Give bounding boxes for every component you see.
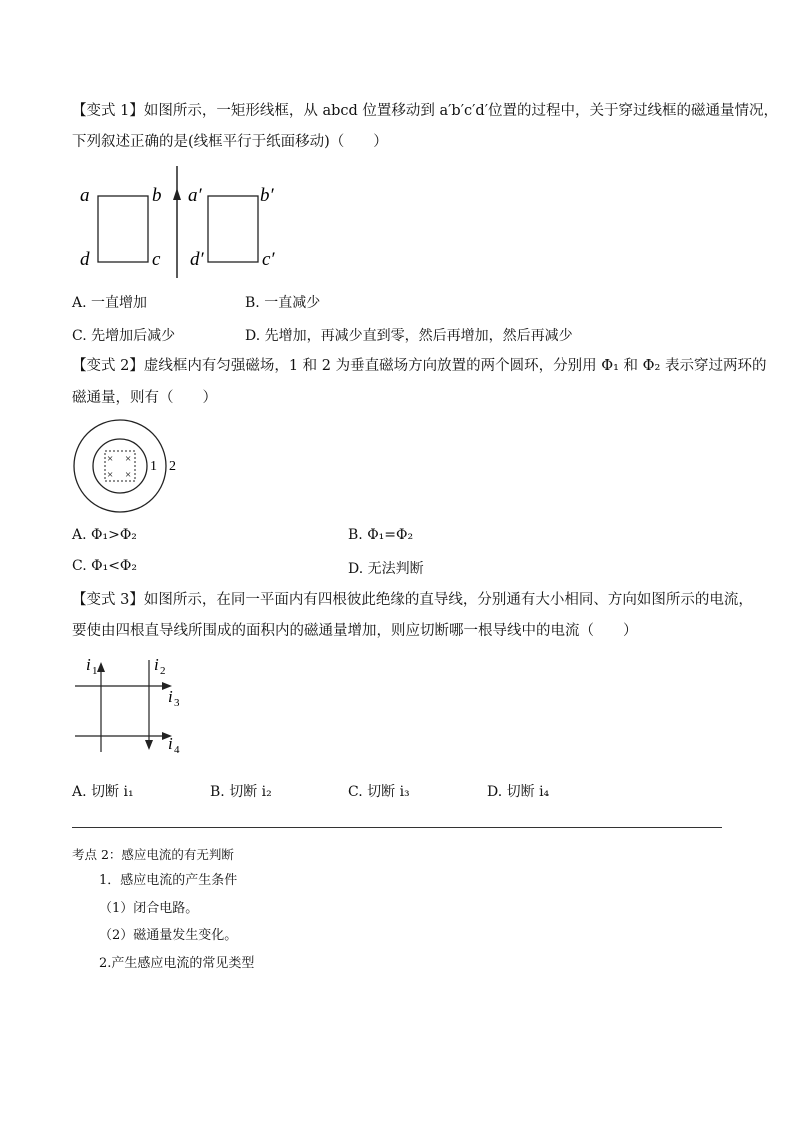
section-divider bbox=[72, 827, 722, 828]
q3-option-b: B. 切断 i₂ bbox=[210, 784, 272, 800]
arrow-up-icon bbox=[173, 188, 181, 200]
q1-option-c: C. 先增加后减少 bbox=[72, 328, 176, 344]
label-i3-sub: 3 bbox=[174, 697, 180, 709]
section-title: 考点 2：感应电流的有无判断 bbox=[72, 847, 234, 862]
cross-mark: × bbox=[107, 453, 114, 465]
q1-option-a: A. 一直增加 bbox=[72, 295, 148, 311]
label-i3: i bbox=[168, 687, 173, 706]
q2-option-c: C. Φ₁<Φ₂ bbox=[72, 558, 138, 574]
cross-mark: × bbox=[125, 469, 132, 481]
q2-option-b: B. Φ₁=Φ₂ bbox=[348, 527, 414, 543]
cross-mark: × bbox=[107, 469, 114, 481]
q3-text-line1: 【变式 3】如图所示，在同一平面内有四根彼此绝缘的直导线，分别通有大小相同、方向如图所示的电流， bbox=[72, 592, 753, 608]
label-b: b bbox=[152, 185, 162, 206]
section-item-1: 1．感应电流的产生条件 bbox=[99, 873, 238, 888]
label-i2: i bbox=[154, 655, 159, 674]
q2-text-line2: 磁通量，则有（ ） bbox=[72, 390, 217, 406]
q3-text-line2: 要使由四根直导线所围成的面积内的磁通量增加，则应切断哪一根导线中的电流（ ） bbox=[72, 623, 638, 639]
q1-text-line2: 下列叙述正确的是(线框平行于纸面移动)（ ） bbox=[72, 134, 388, 150]
label-d2: d′ bbox=[190, 249, 204, 270]
label-i1-sub: 1 bbox=[92, 665, 98, 677]
frame-abcd bbox=[98, 196, 148, 262]
q1-figure bbox=[70, 160, 290, 285]
q2-option-a: A. Φ₁>Φ₂ bbox=[72, 527, 137, 543]
q3-option-a: A. 切断 i₁ bbox=[72, 784, 134, 800]
frame-a2b2c2d2 bbox=[208, 196, 258, 262]
ring2-label: 2 bbox=[169, 459, 176, 474]
ring1-label: 1 bbox=[150, 459, 157, 474]
arrow-up-icon bbox=[97, 662, 105, 672]
section-item-3: （2）磁通量发生变化。 bbox=[99, 928, 238, 943]
ring-1 bbox=[93, 439, 147, 493]
label-i2-sub: 2 bbox=[160, 665, 166, 677]
q3-figure bbox=[70, 652, 200, 762]
label-c2: c′ bbox=[262, 249, 275, 270]
q1-option-b: B. 一直减少 bbox=[245, 295, 321, 311]
label-b2: b′ bbox=[260, 185, 274, 206]
q3-option-d: D. 切断 i₄ bbox=[487, 784, 550, 800]
q2-text-line1: 【变式 2】虚线框内有匀强磁场，1 和 2 为垂直磁场方向放置的两个圆环，分别用 Φ₁ 和 Φ₂ 表示穿过两环的 bbox=[72, 358, 767, 374]
q3-option-c: C. 切断 i₃ bbox=[348, 784, 410, 800]
q1-option-d: D. 先增加，再减少直到零，然后再增加，然后再减少 bbox=[245, 328, 573, 344]
label-d: d bbox=[80, 249, 90, 270]
label-a2: a′ bbox=[188, 185, 202, 206]
cross-mark: × bbox=[125, 453, 132, 465]
label-i1: i bbox=[86, 655, 91, 674]
label-a: a bbox=[80, 185, 90, 206]
section-item-4: 2.产生感应电流的常见类型 bbox=[99, 956, 255, 971]
label-c: c bbox=[152, 249, 161, 270]
label-i4-sub: 4 bbox=[174, 744, 180, 756]
label-i4: i bbox=[168, 734, 173, 753]
section-item-2: （1）闭合电路。 bbox=[99, 901, 199, 916]
q1-text-line1: 【变式 1】如图所示，一矩形线框，从 abcd 位置移动到 a′b′c′d′位置的过程中，关于穿过线框的磁通量情况， bbox=[72, 103, 778, 119]
q2-figure bbox=[70, 415, 200, 520]
q2-option-d: D. 无法判断 bbox=[348, 561, 424, 577]
arrow-down-icon bbox=[145, 740, 153, 750]
